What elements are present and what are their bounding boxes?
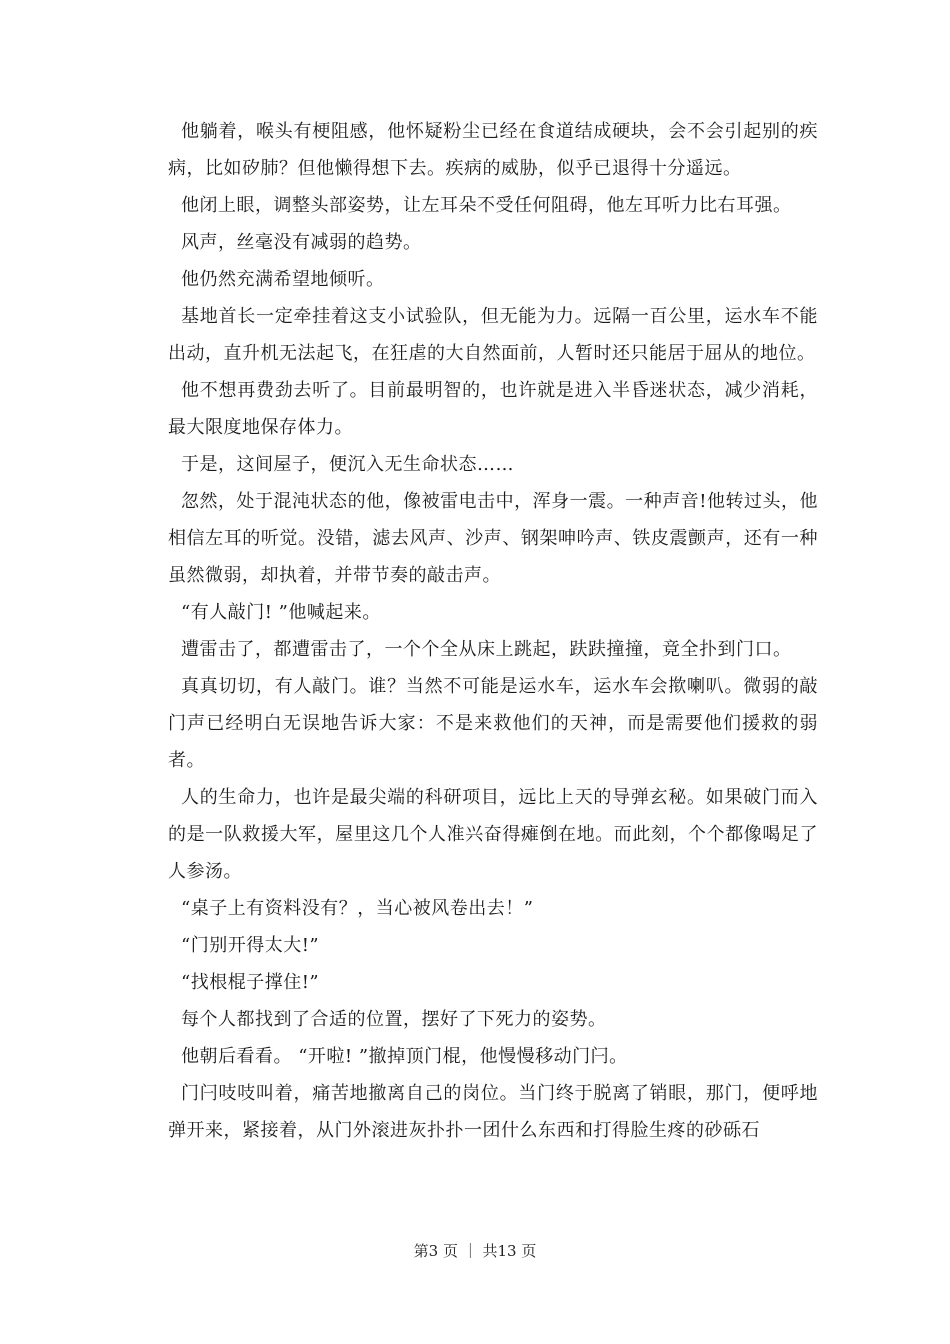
- paragraph-6: 他不想再费劲去听了。目前最明智的，也许就是进入半昏迷状态，减少消耗，最大限度地保存体力。: [168, 380, 818, 438]
- paragraph-5: 基地首长一定牵挂着这支小试验队，但无能为力。远隔一百公里，运水车不能出动，直升机无法起飞，在狂虐的大自然面前，人暂时还只能居于屈从的地位。: [168, 306, 818, 364]
- paragraph-8: 忽然，处于混沌状态的他，像被雷电击中，浑身一震。一种声音!他转过头，他相信左耳的听觉。没错，滤去风声、沙声、钢架呻吟声、铁皮震颤声，还有一种虽然微弱，却执着，并带节奏的敲击声。: [168, 491, 818, 586]
- paragraph-1: 他躺着，喉头有梗阻感，他怀疑粉尘已经在食道结成硬块，会不会引起别的疾病，比如矽肺？但他懒得想下去。疾病的威胁，似乎已退得十分遥远。: [168, 121, 818, 179]
- paragraph-12: 人的生命力，也许是最尖端的科研项目，远比上天的导弹玄秘。如果破门而入的是一队救援大军，屋里这几个人准兴奋得瘫倒在地。而此刻，个个都像喝足了人参汤。: [168, 787, 818, 882]
- article-body: [168, 113, 818, 1149]
- page-footer: [0, 1241, 950, 1261]
- paragraph-18: 门闩吱吱叫着，痛苦地撤离自己的岗位。当门终于脱离了销眼，那门，便呼地弹开来，紧接着，从门外滚进灰扑扑一团什么东西和打得脸生疼的砂砾石: [168, 1083, 818, 1141]
- page-number: 第3 页 ｜ 共13 页: [413, 1242, 537, 1260]
- paragraph-4: 他仍然充满希望地倾听。: [181, 269, 385, 290]
- paragraph-3: 风声，丝毫没有减弱的趋势。: [181, 232, 422, 253]
- paragraph-11: 真真切切，有人敲门。谁？当然不可能是运水车，运水车会揿喇叭。微弱的敲门声已经明白无误地告诉大家：不是来救他们的天神，而是需要他们援救的弱者。: [168, 676, 818, 771]
- paragraph-14: “门别开得太大!”: [181, 935, 320, 956]
- paragraph-15: “找根棍子撑住!”: [181, 972, 320, 993]
- paragraph-13: “桌子上有资料没有？，当心被风卷出去！”: [181, 898, 534, 919]
- paragraph-2: 他闭上眼，调整头部姿势，让左耳朵不受任何阻碍，他左耳听力比右耳强。: [181, 195, 792, 216]
- paragraph-16: 每个人都找到了合适的位置，摆好了下死力的姿势。: [181, 1009, 607, 1030]
- paragraph-9: “有人敲门! ”他喊起来。: [181, 602, 381, 623]
- paragraph-10: 遭雷击了，都遭雷击了，一个个全从床上跳起，趺趺撞撞，竟全扑到门口。: [181, 639, 792, 660]
- paragraph-7: 于是，这间屋子，便沉入无生命状态……: [181, 454, 514, 475]
- paragraph-17: 他朝后看看。 “开啦! ”撤掉顶门棍，他慢慢移动门闩。: [181, 1046, 628, 1067]
